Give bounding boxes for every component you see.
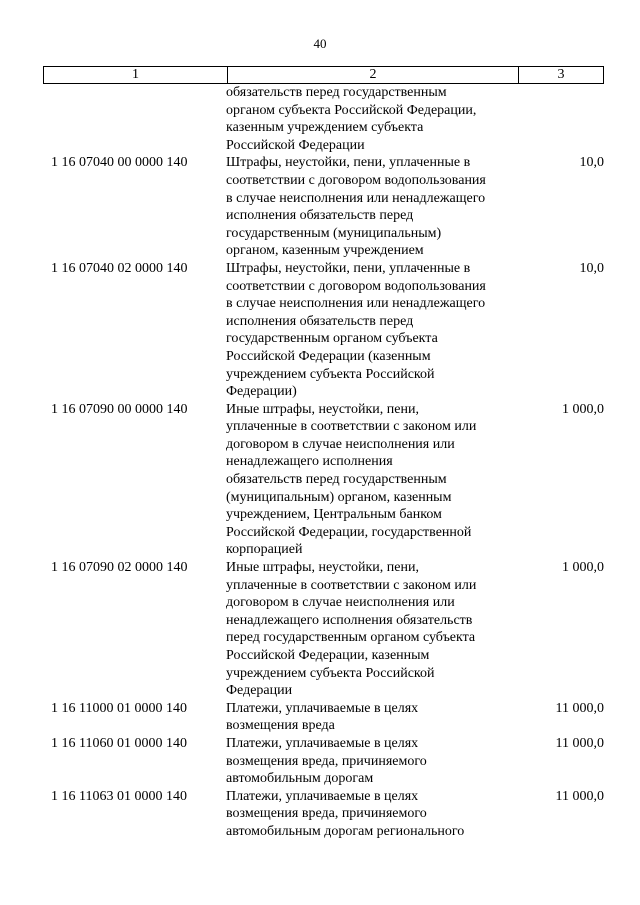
description-line: возмещения вреда <box>226 718 335 734</box>
description-line: автомобильным дорогам <box>226 771 374 787</box>
description-line: ненадлежащего исполнения <box>226 454 393 470</box>
description-line: обязательств перед государственным <box>226 85 447 100</box>
row-code: 1 16 07040 00 0000 140 <box>51 155 188 171</box>
description-line: Платежи, уплачиваемые в целях <box>226 700 419 716</box>
description-line: Федерации) <box>226 384 297 400</box>
row-amount <box>516 84 604 154</box>
description-line: Платежи, уплачиваемые в целях <box>226 788 419 804</box>
row-description <box>226 84 516 154</box>
description-line: (муниципальным) органом, казенным <box>226 489 452 505</box>
description-line: Российской Федерации, казенным <box>226 648 430 663</box>
row-description <box>226 735 516 788</box>
description-line: Российской Федерации, государственной <box>226 524 472 540</box>
description-line: в случае неисполнения или ненадлежащего <box>226 296 486 312</box>
description-line: обязательств перед государственным <box>226 472 447 488</box>
description-line: возмещения вреда, причиняемого <box>226 806 427 822</box>
table-row <box>43 154 604 260</box>
row-code: 1 16 07040 02 0000 140 <box>51 260 188 276</box>
description-line: корпорацией <box>226 542 303 558</box>
description-line: автомобильным дорогам регионального <box>226 823 465 839</box>
row-amount: 11 000,0 <box>555 735 604 751</box>
table-row <box>43 700 604 735</box>
table-body <box>43 84 604 841</box>
row-code: 1 16 11060 01 0000 140 <box>51 735 187 751</box>
table-row <box>43 260 604 401</box>
description-line: органом, казенным учреждением <box>226 243 424 259</box>
page-number: 40 <box>313 36 327 51</box>
row-code: 1 16 11000 01 0000 140 <box>51 700 187 716</box>
description-line: уплаченные в соответствии с законом или <box>226 577 477 593</box>
header-col-2: 2 <box>228 67 519 83</box>
description-line: казенным учреждением субъекта <box>226 120 424 136</box>
description-line: договором в случае неисполнения или <box>226 595 455 611</box>
row-amount: 1 000,0 <box>562 560 604 576</box>
row-amount: 10,0 <box>579 260 604 276</box>
description-line: Штрафы, неустойки, пени, уплаченные в <box>226 155 471 171</box>
description-line: перед государственным органом субъекта <box>226 630 476 646</box>
description-line: Штрафы, неустойки, пени, уплаченные в <box>226 260 471 276</box>
row-amount: 11 000,0 <box>555 788 604 804</box>
row-description <box>226 154 516 260</box>
table-row <box>43 559 604 700</box>
row-code: 1 16 11063 01 0000 140 <box>51 788 187 804</box>
description-line: договором в случае неисполнения или <box>226 436 455 452</box>
description-line: соответствии с договором водопользования <box>226 172 486 188</box>
description-line: уплаченные в соответствии с законом или <box>226 419 477 435</box>
row-code: 1 16 07090 00 0000 140 <box>51 401 188 417</box>
row-amount: 10,0 <box>579 155 604 171</box>
description-line: учреждением субъекта Российской <box>226 665 435 681</box>
description-line: государственным (муниципальным) <box>226 225 442 241</box>
description-line: Иные штрафы, неустойки, пени, <box>226 401 419 417</box>
description-line: учреждением субъекта Российской <box>226 366 435 382</box>
row-amount: 1 000,0 <box>562 401 604 417</box>
description-line: исполнения обязательств перед <box>226 313 414 329</box>
table-row <box>43 735 604 788</box>
description-line: Российской Федерации <box>226 137 365 153</box>
table-row <box>43 84 604 154</box>
description-line: Иные штрафы, неустойки, пени, <box>226 560 419 576</box>
table-row <box>43 788 604 841</box>
row-description <box>226 260 516 401</box>
row-description <box>226 700 516 735</box>
table-row <box>43 401 604 559</box>
row-code: 1 16 07090 02 0000 140 <box>51 560 188 576</box>
description-line: Федерации <box>226 683 293 699</box>
description-line: в случае неисполнения или ненадлежащего <box>226 190 486 206</box>
header-col-3: 3 <box>557 67 565 82</box>
description-line: Российской Федерации (казенным <box>226 348 431 364</box>
description-line: Платежи, уплачиваемые в целях <box>226 735 419 751</box>
description-line: ненадлежащего исполнения обязательств <box>226 612 473 628</box>
description-line: возмещения вреда, причиняемого <box>226 753 427 769</box>
row-description <box>226 559 516 700</box>
table-header <box>43 66 604 84</box>
description-line: исполнения обязательств перед <box>226 208 414 224</box>
row-code <box>43 84 226 154</box>
description-line: соответствии с договором водопользования <box>226 278 486 294</box>
description-line: учреждением, Центральным банком <box>226 507 442 523</box>
row-amount: 11 000,0 <box>555 700 604 716</box>
description-line: государственным органом субъекта <box>226 331 438 347</box>
row-description <box>226 401 516 559</box>
row-description <box>226 788 516 841</box>
description-line: органом субъекта Российской Федерации, <box>226 102 477 118</box>
header-col-1: 1 <box>44 67 228 83</box>
